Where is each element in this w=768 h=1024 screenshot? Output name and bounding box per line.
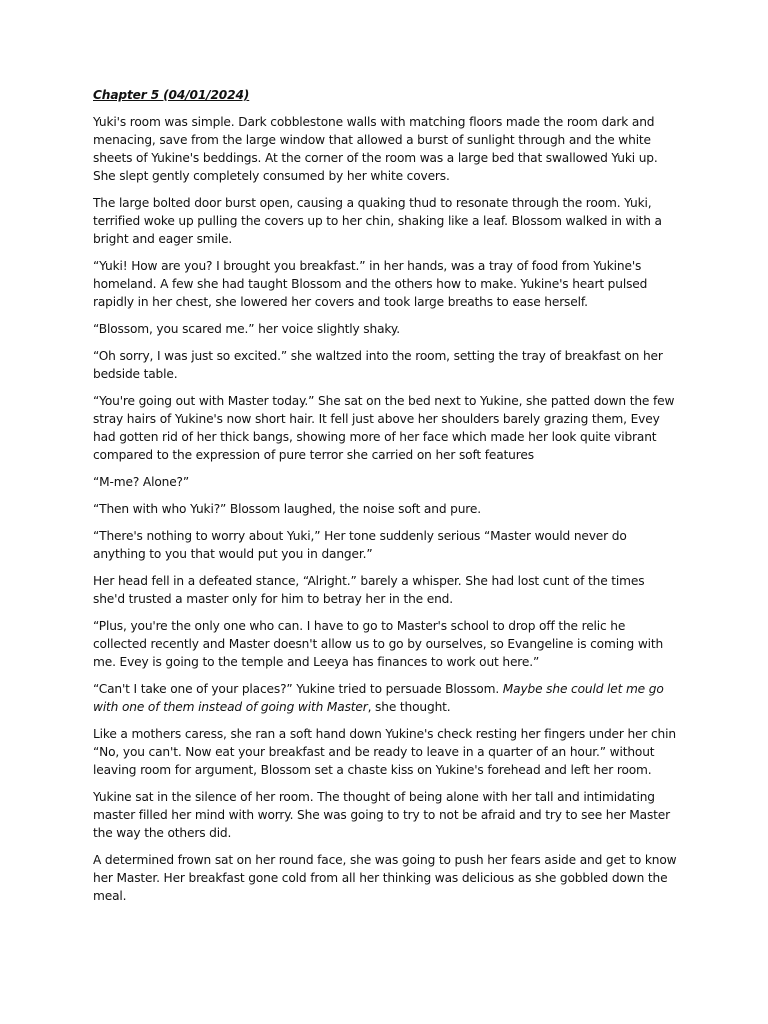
paragraph-text: , she thought. <box>367 700 451 714</box>
paragraph-persuade <box>93 680 679 716</box>
paragraph: “You're going out with Master today.” She sat on the bed next to Yukine, she patted down the few stray hairs of Yukine's now short hair. It fell just above her shoulders barely grazing them, Evey had gotten rid of her thick bangs, showing more of her face which made her look quite vibrant compared to the expression of pure terror she carried on her soft features <box>93 394 675 462</box>
italic-thought: Maybe she could let me go with one of them instead of going with Master <box>93 682 664 714</box>
paragraph: A determined frown sat on her round face, she was going to push her fears aside and get to know her Master. Her breakfast gone cold from all her thinking was delicious as she gobbled down the meal. <box>93 853 677 903</box>
paragraph: “Plus, you're the only one who can. I have to go to Master's school to drop off the relic he collected recently and Master doesn't allow us to go by ourselves, so Evangeline is coming with me. Evey is going to the temple and Leeya has finances to work out here.” <box>93 619 664 669</box>
chapter-title: Chapter 5 (04/01/2024) <box>93 88 250 102</box>
paragraph: “Oh sorry, I was just so excited.” she waltzed into the room, setting the tray of breakfast on her bedside table. <box>93 349 663 381</box>
document-page <box>93 86 679 914</box>
paragraph: Yuki's room was simple. Dark cobblestone walls with matching floors made the room dark and menacing, save from the large window that allowed a burst of sunlight through and the white sheets of Yukine's beddings. At the corner of the room was a large bed that swallowed Yuki up. She slept gently completely consumed by her white covers. <box>93 115 658 183</box>
paragraph: “Yuki! How are you? I brought you breakfast.” in her hands, was a tray of food from Yukine's homeland. A few she had taught Blossom and the others how to make. Yukine's heart pulsed rapidly in her chest, she lowered her covers and took large breaths to ease herself. <box>93 259 648 309</box>
paragraph: Yukine sat in the silence of her room. The thought of being alone with her tall and intimidating master filled her mind with worry. She was going to try to not be afraid and try to see her Master the way the others did. <box>93 790 671 840</box>
paragraph: Her head fell in a defeated stance, “Alright.” barely a whisper. She had lost cunt of the times she'd trusted a master only for him to betray her in the end. <box>93 574 645 606</box>
paragraph: Like a mothers caress, she ran a soft hand down Yukine's check resting her fingers under her chin “No, you can't. Now eat your breakfast and be ready to leave in a quarter of an hour.” without leaving room for argument, Blossom set a chaste kiss on Yukine's forehead and left her room. <box>93 727 676 777</box>
paragraph: The large bolted door burst open, causing a quaking thud to resonate through the room. Yuki, terrified woke up pulling the covers up to her chin, shaking like a leaf. Blossom walked in with a bright and eager smile. <box>93 196 662 246</box>
paragraph: “Then with who Yuki?” Blossom laughed, the noise soft and pure. <box>93 502 481 516</box>
paragraph: “M-me? Alone?” <box>93 475 190 489</box>
paragraph: “There's nothing to worry about Yuki,” Her tone suddenly serious “Master would never do anything to you that would put you in danger.” <box>93 529 627 561</box>
paragraph: “Blossom, you scared me.” her voice slightly shaky. <box>93 322 400 336</box>
paragraph-text: “Can't I take one of your places?” Yukine tried to persuade Blossom. <box>93 682 503 696</box>
